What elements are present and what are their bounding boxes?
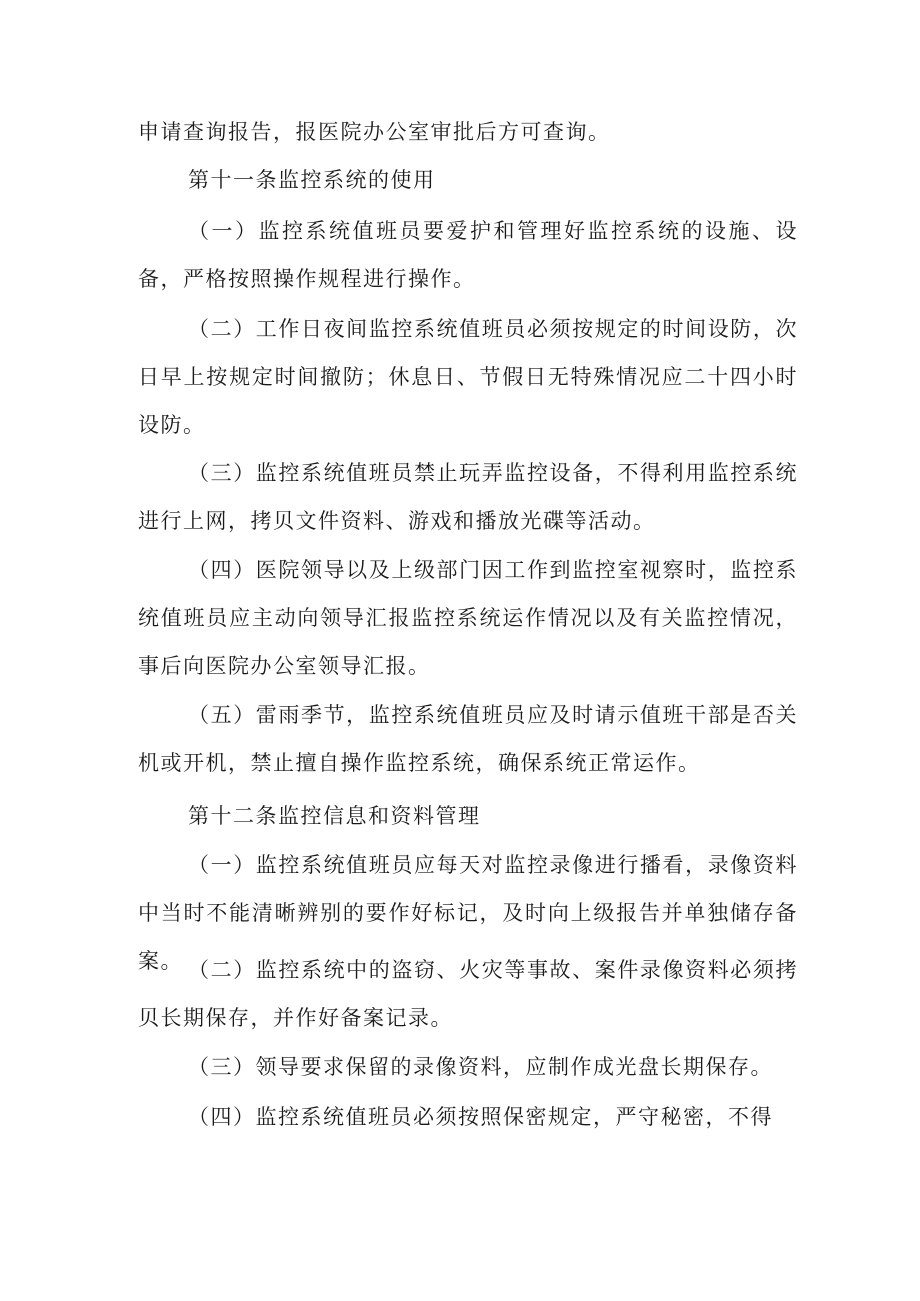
article-11-heading: 第十一条监控系统的使用	[188, 168, 436, 192]
article-11-item-5: （五）雷雨季节，监控系统值班员应及时请示值班干部是否关机或开机，禁止擅自操作监控系统，确保系统正常运作。	[138, 703, 798, 775]
article-11-item-3: （三）监控系统值班员禁止玩弄监控设备，不得利用监控系统进行上网，拷贝文件资料、游戏和播放光碟等活动。	[138, 461, 798, 533]
article-12-item-3: （三）领导要求保留的录像资料，应制作成光盘长期保存。	[188, 1055, 773, 1079]
article-11-item-1: （一）监控系统值班员要爱护和管理好监控系统的设施、设备，严格按照操作规程进行操作。	[138, 219, 798, 291]
article-11-item-2: （二）工作日夜间监控系统值班员必须按规定的时间设防，次日早上按规定时间撤防；休息日、节假日无特殊情况应二十四小时设防。	[138, 317, 798, 437]
article-11-item-4: （四）医院领导以及上级部门因工作到监控室视察时，监控系统值班员应主动向领导汇报监控系统运作情况以及有关监控情况，事后向医院办公室领导汇报。	[138, 558, 798, 678]
article-12-item-4: （四）监控系统值班员必须按照保密规定，严守秘密，不得	[188, 1105, 773, 1129]
article-12-item-2: （二）监控系统中的盗窃、火灾等事故、案件录像资料必须拷贝长期保存，并作好备案记录。	[138, 958, 798, 1030]
paragraph-continuation: 申请查询报告，报医院办公室审批后方可查询。	[138, 120, 611, 144]
article-12-heading: 第十二条监控信息和资料管理	[188, 804, 481, 828]
article-12-item-1: （一）监控系统值班员应每天对监控录像进行播看，录像资料中当时不能清晰辨别的要作好标记，及时向上级报告并单独储存备案。	[138, 853, 798, 973]
